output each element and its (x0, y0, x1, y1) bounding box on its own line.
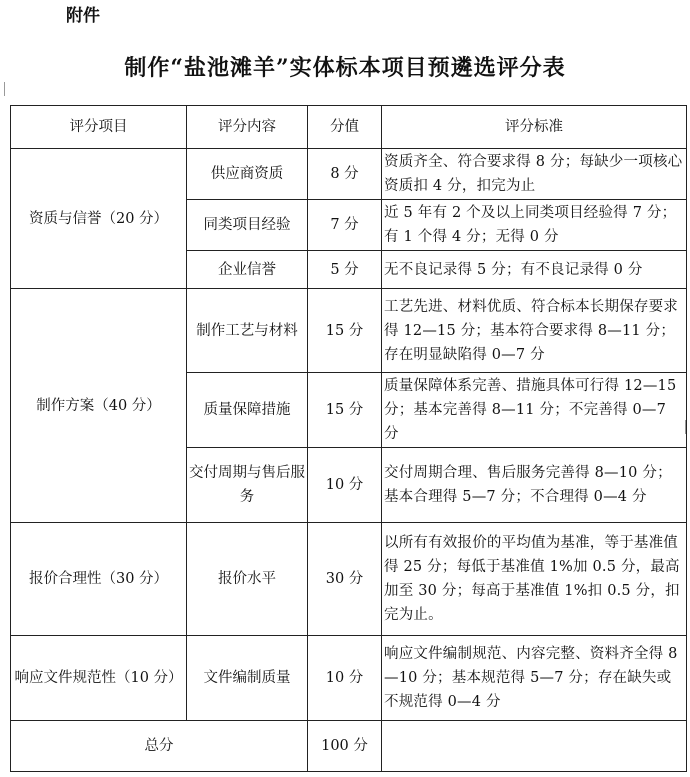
standard-cell: 无不良记录得 5 分；有不良记录得 0 分 (382, 251, 687, 289)
header-standard: 评分标准 (382, 106, 687, 149)
total-row (11, 721, 687, 772)
standard-cell: 工艺先进、材料优质、符合标本长期保存要求得 12—15 分；基本符合要求得 8—11 分；存在明显缺陷得 0—7 分 (382, 289, 687, 373)
total-standard-empty (382, 721, 687, 772)
table-row (11, 523, 687, 636)
category-cell: 制作方案（40 分） (11, 289, 187, 523)
attachment-label: 附件 (66, 6, 100, 26)
content-cell: 供应商资质 (187, 149, 308, 200)
total-score: 100 分 (308, 721, 382, 772)
header-content: 评分内容 (187, 106, 308, 149)
score-cell: 30 分 (308, 523, 382, 636)
document-title: 制作“盐池滩羊”实体标本项目预遴选评分表 (124, 55, 566, 81)
content-cell: 报价水平 (187, 523, 308, 636)
category-cell: 响应文件规范性（10 分） (11, 636, 187, 721)
standard-cell: 资质齐全、符合要求得 8 分；每缺少一项核心资质扣 4 分，扣完为止 (382, 149, 687, 200)
standard-cell: 响应文件编制规范、内容完整、资料齐全得 8—10 分；基本规范得 5—7 分；存在缺失或不规范得 0—4 分 (382, 636, 687, 721)
score-cell: 5 分 (308, 251, 382, 289)
standard-cell: 近 5 年有 2 个及以上同类项目经验得 7 分；有 1 个得 4 分；无得 0 分 (382, 200, 687, 251)
header-category: 评分项目 (11, 106, 187, 149)
table-row (11, 636, 687, 721)
table-header-row (11, 106, 687, 149)
content-cell: 制作工艺与材料 (187, 289, 308, 373)
content-cell: 同类项目经验 (187, 200, 308, 251)
category-cell: 报价合理性（30 分） (11, 523, 187, 636)
score-cell: 10 分 (308, 636, 382, 721)
table-row (11, 149, 687, 200)
content-cell: 文件编制质量 (187, 636, 308, 721)
standard-cell: 交付周期合理、售后服务完善得 8—10 分；基本合理得 5—7 分；不合理得 0—4 分 (382, 448, 687, 523)
scoring-table (10, 105, 687, 772)
content-cell: 交付周期与售后服务 (187, 448, 308, 523)
total-label: 总分 (11, 721, 308, 772)
standard-cell: 以所有有效报价的平均值为基准，等于基准值得 25 分；每低于基准值 1%加 0.5 分，最高加至 30 分；每高于基准值 1%扣 0.5 分，扣完为止。 (382, 523, 687, 636)
content-cell: 企业信誉 (187, 251, 308, 289)
category-cell: 资质与信誉（20 分） (11, 149, 187, 289)
table-row (11, 289, 687, 373)
score-cell: 7 分 (308, 200, 382, 251)
header-score: 分值 (308, 106, 382, 149)
score-cell: 15 分 (308, 289, 382, 373)
page-edge-mark (0, 82, 5, 96)
score-cell: 8 分 (308, 149, 382, 200)
standard-cell: 质量保障体系完善、措施具体可行得 12—15 分；基本完善得 8—11 分；不完善得 0—7 分 (382, 373, 687, 448)
content-cell: 质量保障措施 (187, 373, 308, 448)
score-cell: 10 分 (308, 448, 382, 523)
score-cell: 15 分 (308, 373, 382, 448)
